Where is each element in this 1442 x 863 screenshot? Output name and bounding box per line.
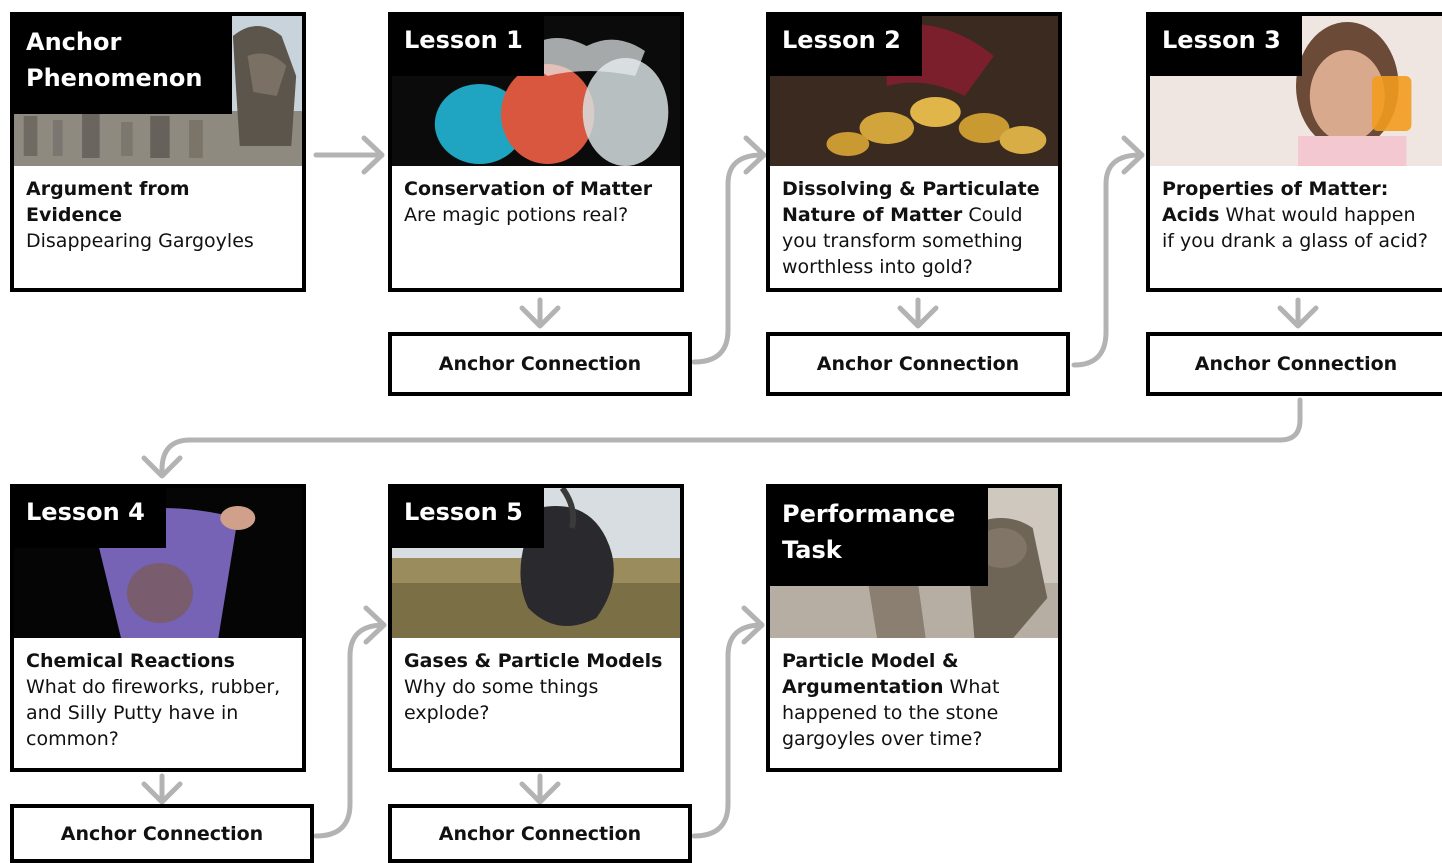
card-heading: Properties of Matter: Acids (1162, 178, 1389, 226)
card-description (782, 648, 1048, 752)
arrow-lesson5-down (522, 776, 558, 802)
card-description (1162, 176, 1432, 254)
card-lesson-1[interactable] (388, 12, 684, 292)
card-text: What happened to the stone gargoyles over time? (782, 676, 1000, 750)
card-heading: Conservation of Matter (404, 178, 653, 200)
anchor-connection-lesson-5[interactable]: Anchor Connection (388, 804, 692, 863)
card-label: Lesson 2 (770, 16, 922, 76)
card-description (404, 648, 670, 726)
arrow-ac5-to-performance (694, 608, 762, 836)
card-label: Anchor Phenomenon (14, 16, 232, 114)
anchor-connection-lesson-3[interactable]: Anchor Connection (1146, 332, 1442, 396)
anchor-connection-lesson-2[interactable]: Anchor Connection (766, 332, 1070, 396)
card-description (782, 176, 1048, 280)
card-label: Performance Task (770, 488, 988, 586)
anchor-connection-lesson-4[interactable]: Anchor Connection (10, 804, 314, 863)
card-heading: Argument from Evidence (26, 178, 190, 226)
card-label: Lesson 3 (1150, 16, 1302, 76)
arrow-lesson3-down (1280, 300, 1316, 326)
arrow-lesson2-down (900, 300, 936, 326)
card-label: Lesson 1 (392, 16, 544, 76)
anchor-connection-lesson-1[interactable]: Anchor Connection (388, 332, 692, 396)
card-text: Disappearing Gargoyles (26, 230, 254, 252)
card-description (26, 648, 292, 752)
card-lesson-3[interactable] (1146, 12, 1442, 292)
card-description (404, 176, 670, 228)
card-heading: Dissolving & Particulate Nature of Matter (782, 178, 1040, 226)
card-label: Lesson 5 (392, 488, 544, 548)
arrow-ac4-to-lesson5 (316, 608, 384, 836)
arrow-ac1-to-lesson2 (694, 138, 764, 362)
card-text: Are magic potions real? (404, 204, 629, 226)
arrow-lesson4-down (144, 776, 180, 802)
card-lesson-5[interactable] (388, 484, 684, 772)
card-heading: Gases & Particle Models (404, 650, 663, 672)
card-performance-task[interactable] (766, 484, 1062, 772)
arrow-ac2-to-lesson3 (1074, 138, 1142, 365)
arrow-anchor-to-lesson1 (316, 138, 382, 172)
card-description (26, 176, 292, 254)
card-lesson-2[interactable] (766, 12, 1062, 292)
card-label: Lesson 4 (14, 488, 166, 548)
arrow-row-wrap (144, 400, 1300, 476)
card-anchor-phenomenon[interactable] (10, 12, 306, 292)
card-text: Why do some things explode? (404, 676, 599, 724)
card-heading: Particle Model & Argumentation (782, 650, 959, 698)
card-text: What do fireworks, rubber, and Silly Putty have in common? (26, 676, 281, 750)
card-text: What would happen if you drank a glass of acid? (1162, 204, 1428, 252)
card-heading: Chemical Reactions (26, 650, 235, 672)
card-lesson-4[interactable] (10, 484, 306, 772)
card-text: Could you transform something worthless into gold? (782, 204, 1023, 278)
arrow-lesson1-down (522, 300, 558, 326)
